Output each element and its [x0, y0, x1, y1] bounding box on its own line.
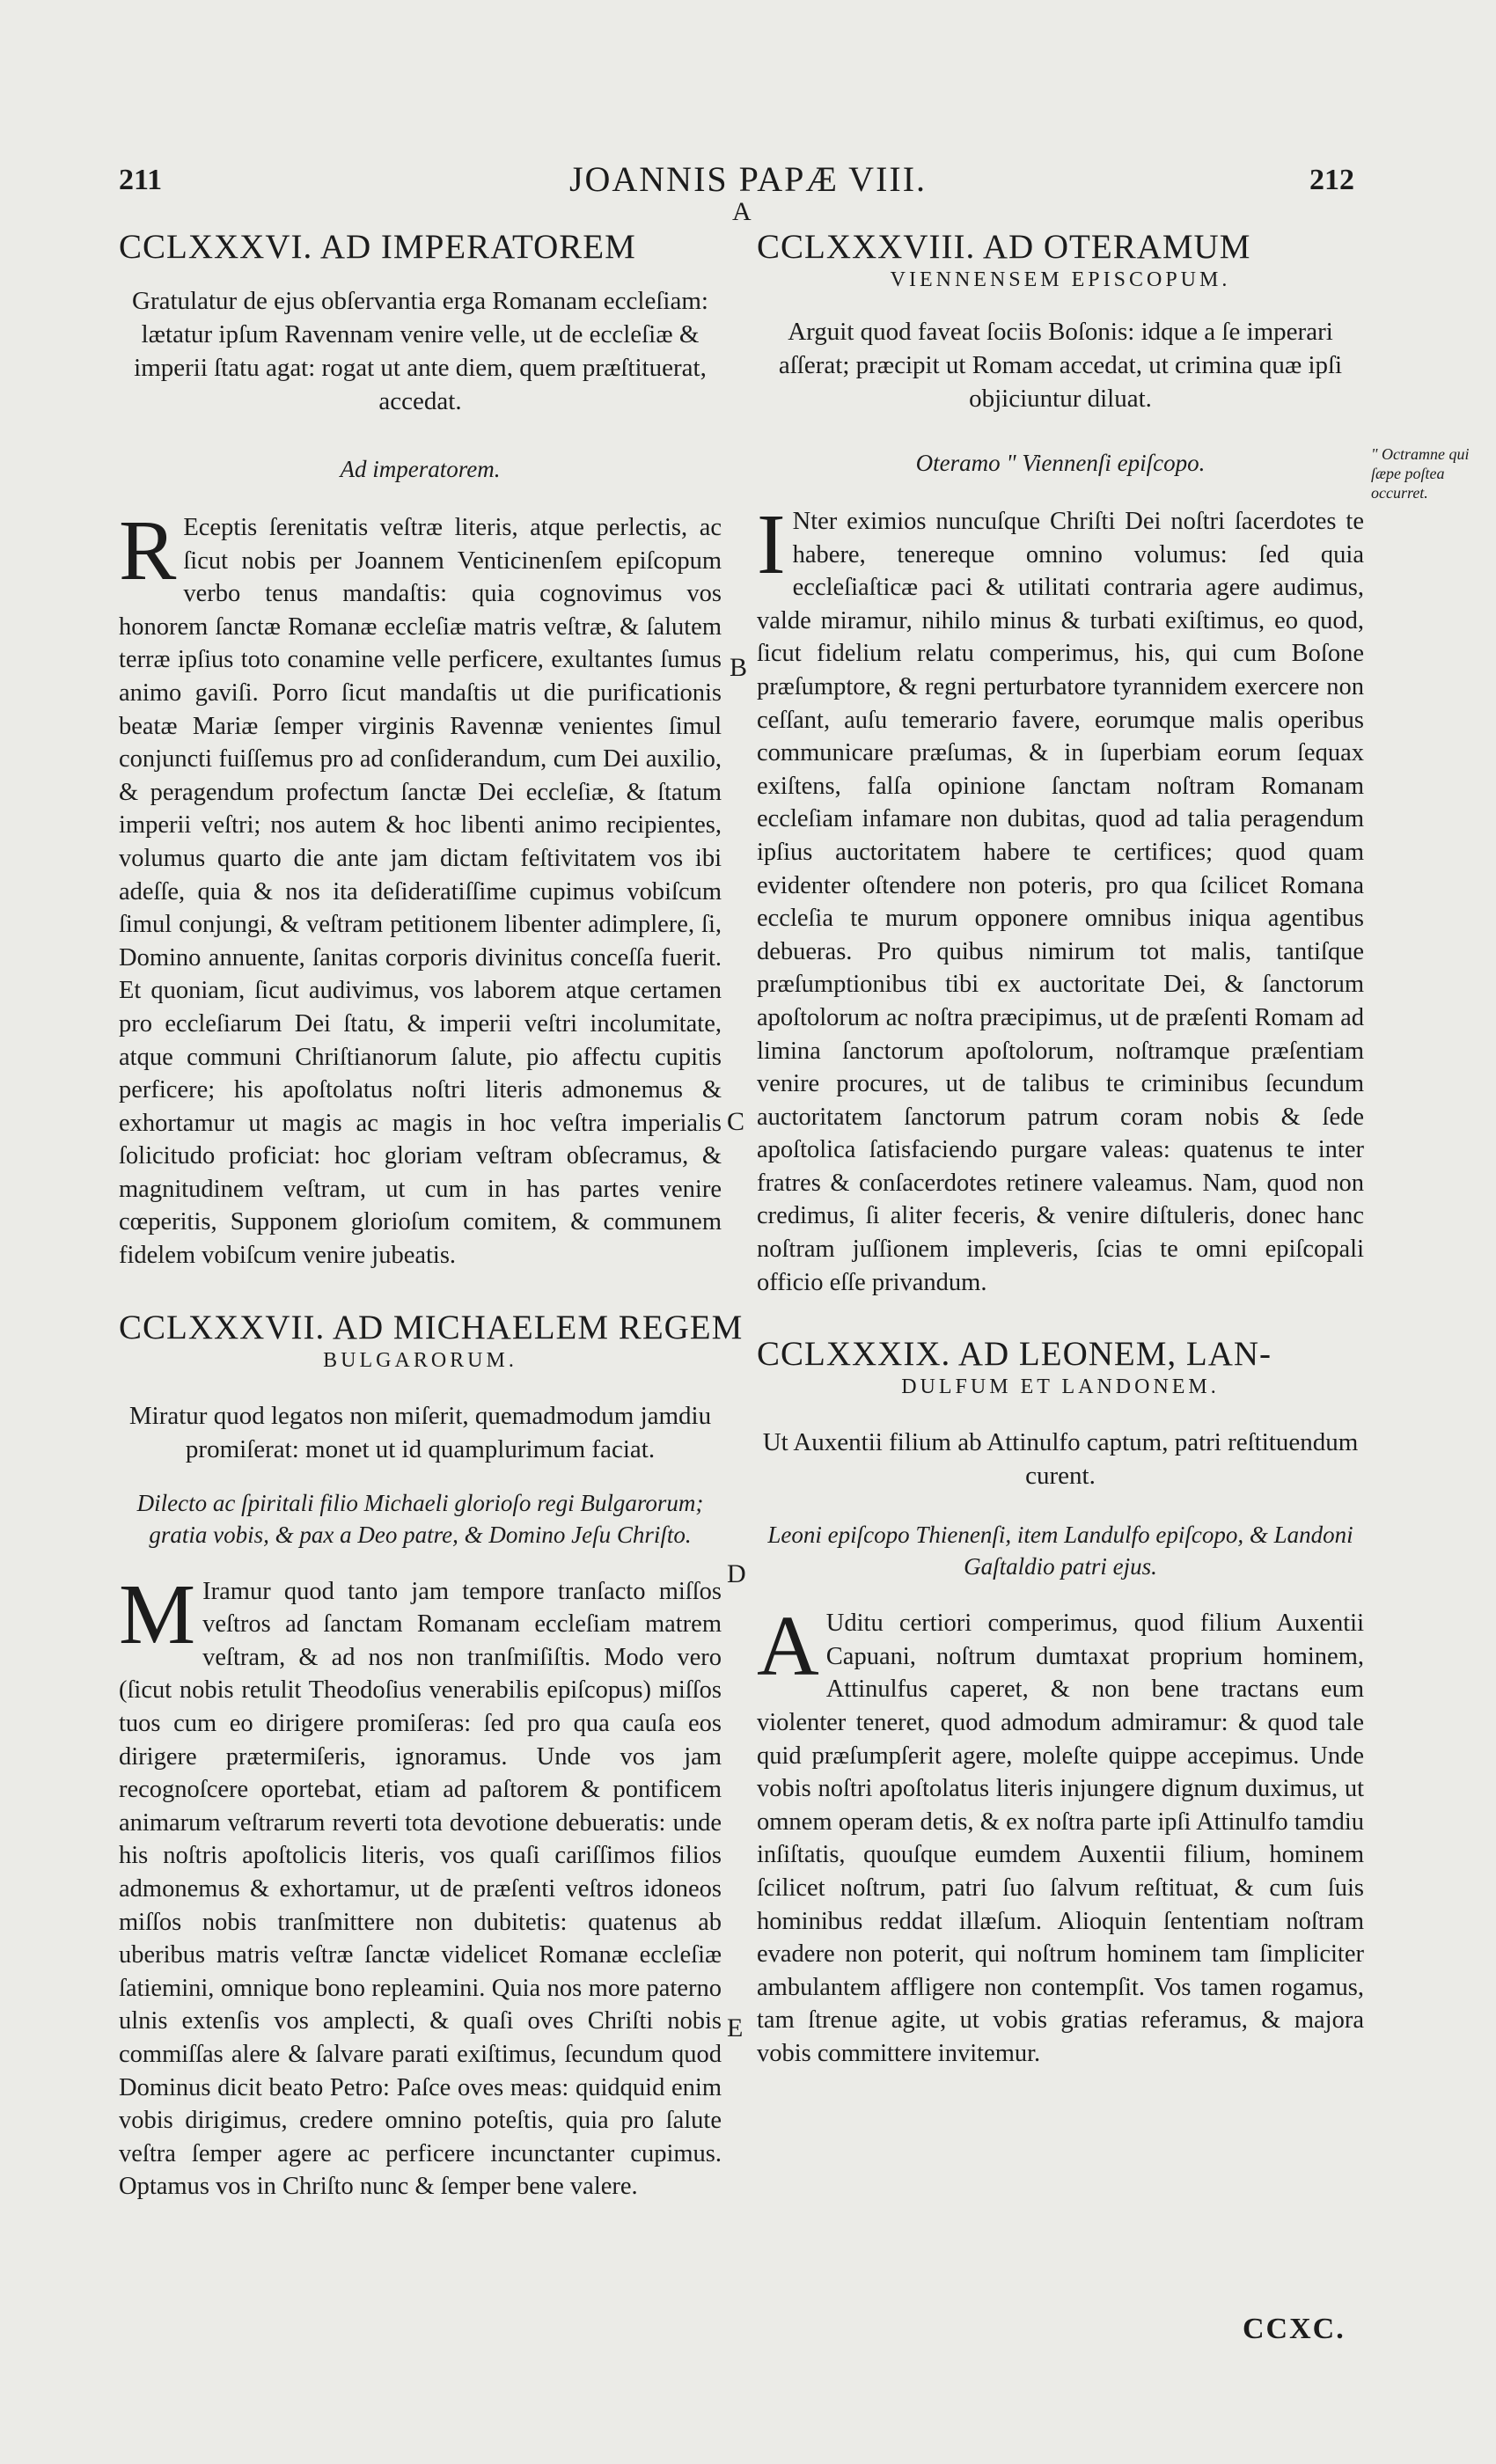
margin-note: " Octramne qui ſæpe poſtea occurret. — [1371, 445, 1470, 502]
drop-cap: M — [119, 1566, 196, 1662]
right-column — [757, 227, 1364, 2071]
letter-address: Oteramo " Viennenſi epiſcopo. — [915, 450, 1206, 476]
letter-subheading: BULGARORUM. — [323, 1348, 517, 1372]
drop-cap: R — [119, 503, 177, 598]
letter-heading: CCLXXXVIII. AD OTERAMUM — [757, 228, 1251, 266]
letter-heading: CCLXXXVII. AD MICHAELEM REGEM — [119, 1308, 744, 1346]
right-page-number: 212 — [1309, 164, 1354, 196]
letter-address: Leoni epiſcopo Thienenſi, item Landulfo epiſcopo, & Landoni Gaſtaldio patri ejus. — [767, 1522, 1353, 1580]
letter-summary: Miratur quod legatos non miſerit, quemadmodum jamdiu promiſerat: monet ut id quamplurimum faciat. — [128, 1401, 712, 1463]
section-marker-a: A — [732, 197, 752, 226]
letter-text: Eceptis ſerenitatis veſtræ literis, atque perlectis, ac ſicut nobis per Joannem Venticinenſem epiſcopum verbo tenus mandaſtis: quia cognovimus vos honorem ſanctæ Romanæ eccleſiæ matris veſtræ, & ſalutem terræ ipſius toto conamine velle perficere, exultantes ſumus animo gaviſi. Porro ſicut mandaſtis ut die purificationis beatæ Mariæ ſemper virginis Ravennæ venientes ſimul conjuncti fuiſſemus pro ad conſiderandum, cum Dei auxilio, & peragendum profectum ſanctæ Dei eccleſiæ, & ſtatum imperii veſtri; nos autem & hoc libenti animo recipientes, volumus quarto die ante jam dictam feſtivitatem vos ibi adeſſe, quia & nos ita deſideratiſſime cupimus vobiſcum ſimul conjungi, & veſtram petitionem libenter adimplere, ſi, Domino annuente, ſanitas corporis divinitus conceſſa fuerit. Et quoniam, ſicut audivimus, vos laborem atque certamen pro eccleſiarum Dei ſtatu, & imperii veſtri incolumitate, atque communi Chriſtianorum ſalute, pio affectu cupitis perficere; his apoſtolatus noſtri literis admonemus & exhortamur ut magis ac magis in hoc veſtra imperialis ſolicitudo proficiat: hoc gloriam veſtram obſecramus, & magnitudinem veſtram, ut cum in has partes venire cœperitis, Supponem glorioſum comitem, & communem fidelem vobiſcum venire jubeatis. — [119, 514, 722, 1270]
left-column — [119, 227, 744, 2204]
letter-286 — [119, 227, 722, 1272]
letter-summary: Arguit quod faveat ſociis Boſonis: idque a ſe imperari aſſerat; præcipit ut Romam accedat, ut crimina quæ ipſi objiciuntur diluat. — [778, 318, 1343, 413]
letter-address: Ad imperatorem. — [340, 456, 501, 482]
drop-cap: I — [757, 497, 786, 592]
signature-mark: CCXC. — [1243, 2313, 1346, 2345]
letter-heading: CCLXXXIX. AD LEONEM, LAN- — [757, 1335, 1272, 1374]
letter-text: Nter eximios nuncuſque Chriſti Dei noſtri ſacerdotes te habere, tenereque omnino volumus: ſed quia eccleſiaſticæ paci & utilitati contraria agere audimus, valde miramur, nihilo minus & turbati exiſtimus, eo quod, ſicut fidelium relatu comperimus, his, qui cum Boſone præſumptore, & regni perturbatore tyrannidem exercere non ceſſant, auſu temerario favere, eorumque malis operibus communicare præſumas, & in ſuperbiam eorum ſequax exiſtens, falſa opinione ſanctam noſtram Romanam eccleſiam infamare non dubitas, quod ad talia peragendum ipſius auctoritatem habere te certifices; quod quam evidenter oſtendere non poteris, pro qua ſcilicet Romana eccleſia te murum opponere omnibus iniqua agentibus debueras. Pro quibus nimirum tot malis, tantiſque præſumptionibus tibi ex auctoritate Dei, & ſanctorum apoſtolorum ac noſtra præcipimus, ut de præſenti Romam ad limina ſanctorum apoſtolorum, noſtramque præſentiam venire procures, ut de talibus te criminibus ſecundum auctoritatem ſanctorum patrum coram nobis & ſede apoſtolica ſatisfaciendo purgare valeas: quatenus te inter fratres & conſacerdotes retinere valeamus. Nam, quod non credimus, ſi aliter feceris, & venire diſtuleris, donec hanc noſtram juſſionem impleveris, ſcias te omni epiſcopali officio eſſe privandum. — [757, 508, 1364, 1296]
letter-288 — [757, 227, 1364, 1299]
letter-heading: CCLXXXVI. AD IMPERATOREM — [119, 228, 636, 266]
letter-summary: Gratulatur de ejus obſervantia erga Romanam eccleſiam: lætatur ipſum Ravennam venire velle, ut de eccleſiæ & imperii ſtatu agat: rogat ut ante diem, quem præſtituerat, accedat. — [132, 287, 708, 415]
letter-summary: Ut Auxentii filium ab Attinulfo captum, patri reſtituendum curent. — [762, 1428, 1359, 1491]
letter-address: Dilecto ac ſpiritali filio Michaeli glorioſo regi Bulgarorum; gratia vobis, & pax a Deo patre, & Domino Jeſu Chriſto. — [136, 1489, 704, 1548]
letter-text: Iramur quod tanto jam tempore tranſacto miſſos veſtros ad ſanctam Romanam eccleſiam matrem veſtram, & ad nos non tranſmiſiſtis. Modo vero (ſicut nobis retulit Theodoſius venerabilis epiſcopus) miſſos tuos cum eo dirigere promiſeras: ſed pro qua cauſa eos dirigere prætermiſeris, ignoramus. Unde vos jam recognoſcere oportebat, etiam ad paſtorem & pontificem animarum veſtrarum reverti tota devotione debueratis: unde his noſtris apoſtolicis literis, vos quaſi cariſſimos filios admonemus & exhortamur, ut de præſenti veſtros idoneos miſſos nobis tranſmittere non dubitetis: quatenus ab uberibus matris veſtræ ſanctæ videlicet Romanæ eccleſiæ ſatiemini, omnique bono repleamini. Quia nos more paterno ulnis extenſis vos amplecti, & quaſi oves Chriſti nobis commiſſas alere & ſalvare parati exiſtimus, ſecundum quod Dominus dicit beato Petro: Paſce oves meas: quidquid enim vobis dirigimus, credere omnino poteſtis, quia pro ſalute veſtra ſemper agere ac perficere incunctanter cupimus. Optamus vos in Chriſto nunc & ſemper bene valere. — [119, 1577, 722, 2201]
letter-subheading: VIENNENSEM EPISCOPUM. — [890, 268, 1231, 291]
letter-body — [119, 1566, 722, 2204]
left-page-number: 211 — [119, 164, 163, 196]
letter-text: Uditu certiori comperimus, quod filium Auxentii Capuani, noſtrum dumtaxat proprium hominem, Attinulfus caperet, & non bene tractans eum violenter teneret, quod admodum admiramur: & quod tale quid præſumpſerit agere, moleſte quippe accepimus. Unde vobis noſtri apoſtolatus literis injungere dignum duximus, ut omnem operam detis, & ex noſtra parte ipſi Attinulfo tamdiu inſiſtatis, quouſque eumdem Auxentii filium, hominem ſcilicet noſtrum, patri ſuo ſalvum reſtituat, & cum ſuis hominibus reddat illæſum. Alioquin ſententiam noſtram evadere non poterit, qui noſtrum hominem tam ſimpliciter ambulantem affligere non contempſit. Vos tamen rogamus, tam ſtrenue agite, ut vobis gratias referamus, & majora vobis committere invitemur. — [757, 1610, 1364, 2067]
letter-body — [757, 497, 1364, 1299]
letter-body — [757, 1599, 1364, 2070]
section-marker-e: E — [727, 2013, 744, 2042]
section-marker-c: C — [727, 1107, 745, 1136]
letter-body — [119, 503, 722, 1272]
drop-cap: A — [757, 1599, 819, 1695]
letter-287 — [119, 1308, 744, 2204]
section-marker-d: D — [727, 1559, 746, 1588]
letter-subheading: DULFUM ET LANDONEM. — [901, 1375, 1220, 1399]
section-marker-b: B — [730, 653, 748, 682]
running-title: JOANNIS PAPÆ VIII. — [568, 159, 928, 199]
letter-289 — [757, 1334, 1364, 2070]
